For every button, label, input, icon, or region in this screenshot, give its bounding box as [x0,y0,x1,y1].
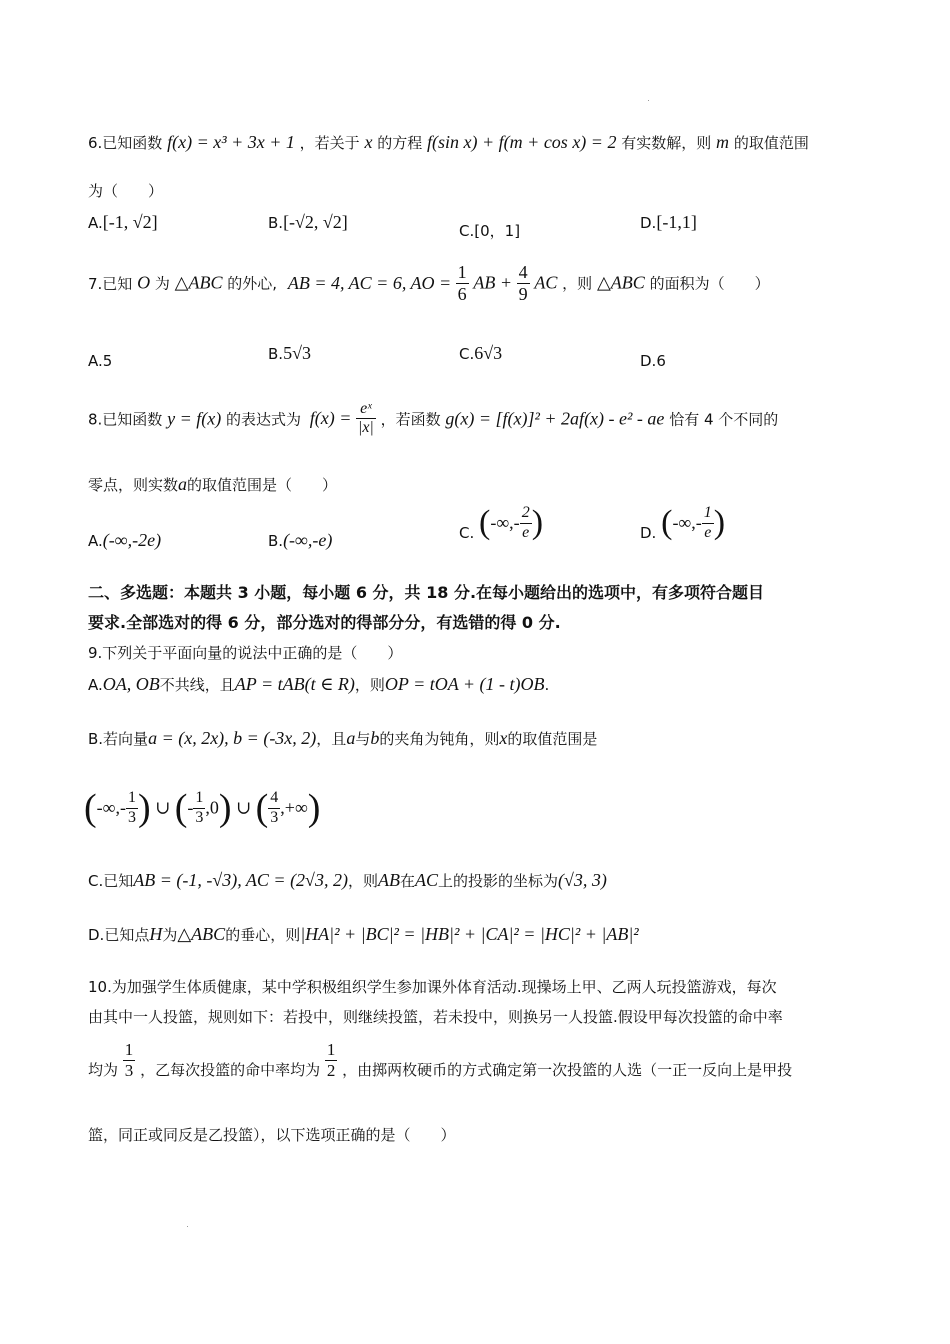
frac-denominator: 3 [195,808,204,826]
option-fraction [520,504,532,542]
paren-left: ( [84,787,97,829]
q9-d-equation: |HA|² + |BC|² = |HB|² + |CA|² = |HC|² + |AB|² [300,924,639,944]
q7-condition: AB = 4, AC = 6, AO = [287,272,456,293]
range-fraction [268,789,280,827]
question-10-line3 [88,1040,792,1080]
frac-denominator: |x| [357,419,374,437]
q6-equation: f(sin x) + f(m + cos x) = 2 [427,132,617,152]
q9-c-result: (√3, 3) [558,870,607,890]
q9-text: 的取值范围是 [507,730,598,748]
option-label: D. [640,524,657,542]
option-value: -∞,- [672,512,702,533]
q8-prefix: 8.已知函数 [88,410,163,429]
q8-fraction [356,400,376,438]
option-label: A. [88,676,103,694]
paren-right: ) [307,787,321,829]
option-value: 6 [656,352,666,370]
option-label: B. [268,532,284,550]
range-text: -∞,- [96,797,126,818]
paren-right: ) [218,787,232,829]
paren-right: ) [713,504,726,541]
option-label: D. [640,352,657,370]
q8-text: 的表达式为 [226,410,302,429]
q10-text: ，乙每次投篮的命中率均为 [140,1061,321,1080]
option-label: A. [88,352,103,370]
frac-numerator: 4 [518,262,528,282]
q7-option-c [459,343,502,364]
q6-text: 的方程 [377,134,423,152]
q7-text: ，则 [562,274,593,293]
option-value: [-1,1] [656,212,697,232]
option-value: (-∞,-e) [283,530,333,550]
paren-left: ( [661,504,673,541]
frac-denominator: 3 [127,808,136,826]
paren-right: ) [137,787,151,829]
range-text: ,0 [205,797,219,818]
q7-fraction-2 [517,262,530,304]
q7-ac: AC [534,272,558,293]
q7-triangle: △ABC [174,272,223,293]
q7-var-o: O [137,272,151,293]
q8-function: y = f(x) [167,408,222,429]
frac-denominator: 9 [518,283,528,304]
option-value: 5 [102,352,113,370]
q7-option-b [268,343,311,364]
q9-text: 不共线，且 [159,676,235,694]
q7-option-d [640,352,666,370]
q8-suffix: 恰有 4 个不同的 [669,410,779,429]
q6-var-x: x [364,132,373,152]
q8-text: ，若函数 [380,410,441,429]
q9-text: 为 [162,926,178,944]
option-label: B.若向量 [88,730,149,748]
q9-a-condition: AP = tAB(t ∈ R) [234,674,355,694]
q10-fraction-1 [123,1040,136,1080]
range-fraction [126,789,138,827]
q6-text: 的取值范围 [733,134,809,152]
q9-c-vectors: AB = (-1, -√3), AC = (2√3, 2) [133,870,348,890]
option-value: -∞,- [490,512,520,533]
question-8-line1 [88,400,778,438]
q9-option-a [88,674,549,695]
range-fraction [193,789,205,827]
frac-numerator: 2 [520,504,532,523]
union-symbol: ∪ [155,797,171,818]
q7-text: 的外心, [227,274,278,293]
frac-numerator: 1 [457,262,467,282]
option-value: [-√2, √2] [283,212,348,232]
frac-numerator: 1 [702,504,714,523]
q9-text: ，且 [316,730,347,748]
frac-denominator: 2 [326,1060,336,1080]
range-text: - [187,797,194,818]
frac-numerator: 4 [268,789,280,808]
q6-var-m: m [716,132,730,152]
q7-prefix: 7.已知 [88,274,133,293]
question-10-line4: 篮，同正或同反是乙投篮），以下选项正确的是（ ） [88,1126,456,1144]
option-label: D. [640,214,657,232]
q9-var-h: H [149,924,163,944]
q8-gx: g(x) = [f(x)]² + 2af(x) - e² - ae [445,408,665,429]
frac-numerator: eˣ [356,400,376,419]
question-9-stem: 9.下列关于平面向量的说法中正确的是（ ） [88,644,403,662]
q8-var-a: a [178,474,188,494]
q7-fraction-1 [456,262,469,304]
q10-text: ，由掷两枚硬币的方式确定第一次投篮的人选（一正一反向上是甲投 [342,1061,793,1080]
frac-numerator: 1 [193,789,205,808]
q8-option-a [88,530,161,551]
section-2-heading-line2: 要求.全部选对的得 6 分，部分选对的得部分分，有选错的得 0 分. [88,613,561,632]
option-value: [-1, √2] [102,212,158,232]
q9-c-ab: AB [377,870,400,890]
option-value: 5√3 [283,343,311,363]
paren-right: ) [531,504,544,541]
range-text: ,+∞ [280,797,308,818]
section-2-heading-line1: 二、多选题：本题共 3 小题，每小题 6 分，共 18 分.在每小题给出的选项中，有多项符合题目 [88,583,765,602]
q10-fraction-2 [325,1040,338,1080]
frac-denominator: 3 [270,808,279,826]
union-symbol: ∪ [236,797,252,818]
q9-text: 上的投影的坐标为 [437,872,558,890]
frac-denominator: 3 [124,1060,134,1080]
option-label: C. [459,222,475,240]
q8-option-b [268,530,332,551]
q9-var-x: x [499,728,508,748]
paren-left: ( [174,787,188,829]
option-value: [0，1] [474,222,521,240]
q9-option-b [88,728,597,749]
q9-b-vectors: a = (x, 2x), b = (-3x, 2) [148,728,317,748]
q9-a-vectors: OA, OB [102,674,160,694]
option-label: C.已知 [88,872,134,890]
option-label: B. [268,214,284,232]
q7-triangle: △ABC [596,272,645,293]
q10-text: 均为 [88,1061,119,1080]
option-value: (-∞,-2e) [102,530,162,550]
frac-numerator: 1 [126,789,138,808]
q7-option-a [88,352,112,370]
q9-var-b: b [370,728,380,748]
option-label: C. [459,345,475,363]
frac-denominator: 6 [457,283,467,304]
q9-text: 在 [399,872,415,890]
q7-text: 为 [154,274,170,293]
frac-denominator: e [704,523,712,541]
q9-text: . [544,676,550,694]
q6-option-d [640,212,697,233]
q7-suffix: 的面积为（ ） [649,274,770,293]
question-7-line1 [88,262,770,304]
frac-denominator: e [522,523,530,541]
option-label: D.已知点 [88,926,150,944]
q9-option-c [88,870,607,891]
option-label: C. [459,524,475,542]
q8-option-c [459,504,543,542]
q6-text: ，若关于 [299,134,360,152]
q6-text: 有实数解，则 [621,134,712,152]
option-fraction [702,504,714,542]
frac-numerator: 1 [124,1040,134,1059]
question-6-line1 [88,132,809,153]
q9-option-d [88,924,639,945]
q9-text: ，则 [354,676,385,694]
q9-b-range [84,786,320,830]
q6-function: f(x) = x³ + 3x + 1 [167,132,295,152]
q8-option-d [640,504,725,542]
option-label: A. [88,532,103,550]
question-10-line2: 由其中一人投篮，规则如下：若投中，则继续投篮，若未投中，则换另一人投篮.假设甲每次投篮的命中率 [88,1008,783,1026]
scan-dot [648,100,649,101]
q6-option-b [268,212,348,233]
q8-text: 的取值范围是（ ） [187,476,338,494]
option-value: 6√3 [474,343,503,363]
question-10-line1: 10.为加强学生体质健康，某中学积极组织学生参加课外体育活动.现操场上甲、乙两人玩投篮游戏，每次 [88,978,777,996]
question-6-line2: 为（ ） [88,182,164,200]
q8-fx: f(x) = [309,408,356,429]
q9-c-ac: AC [414,870,438,890]
paren-left: ( [255,787,269,829]
q6-option-a [88,212,158,233]
q6-prefix: 6.已知函数 [88,134,163,152]
question-8-line2 [88,474,337,495]
paren-left: ( [479,504,491,541]
q9-text: 的垂心，则 [225,926,301,944]
option-label: B. [268,345,284,363]
q6-option-c [459,220,520,241]
q9-text: 的夹角为钝角，则 [379,730,500,748]
option-label: A. [88,214,103,232]
q8-text: 零点，则实数 [88,476,179,494]
frac-numerator: 1 [326,1040,336,1059]
scan-dot [187,1226,188,1227]
q9-triangle: △ABC [177,924,226,944]
q7-ab: AB + [473,272,517,293]
q9-a-result: OP = tOA + (1 - t)OB [384,674,545,694]
q9-text: 与 [355,730,371,748]
q9-text: ，则 [347,872,378,890]
q9-var-a: a [346,728,356,748]
